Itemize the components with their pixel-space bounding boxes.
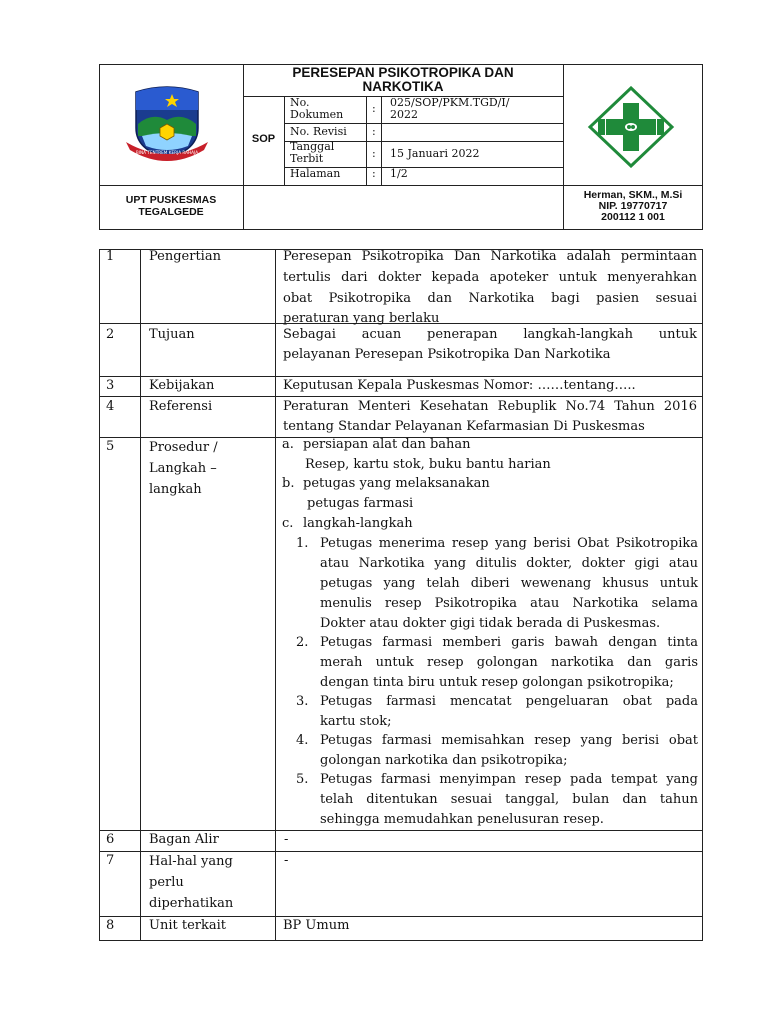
procedure-c-marker: c.	[282, 516, 294, 531]
row-1-number: 1	[106, 249, 115, 264]
row-3-text-line: Keputusan Kepala Puskesmas Nomor: ……tentang…..	[283, 378, 636, 393]
procedure-step	[296, 731, 698, 771]
step-line: Petugas farmasi memisahkan resep yang berisi obat	[320, 733, 698, 748]
row-8-number: 8	[106, 918, 115, 933]
procedure-c-title: langkah-langkah	[303, 516, 413, 531]
row-3-label: Kebijakan	[149, 378, 215, 393]
document-title-line1: PERESEPAN PSIKOTROPIKA DAN	[292, 65, 514, 80]
row-4-text-line: tentang Standar Pelayanan Kefarmasian Di Puskesmas	[283, 419, 645, 434]
step-line: petugas yang telah diberi wewenang khusus untuk	[320, 576, 698, 591]
no-dokumen-label-2: Dokumen	[290, 108, 344, 121]
row-5-number: 5	[106, 439, 115, 454]
row-8-text-line: BP Umum	[283, 918, 350, 933]
row-1-text-line: obat Psikotropika dan Narkotika bagi pasien sesuai	[283, 290, 697, 306]
row-2-number: 2	[106, 327, 115, 342]
org-name-line1: UPT PUSKESMAS	[125, 194, 217, 206]
org-name-line2: TEGALGEDE	[138, 206, 204, 218]
row-6-text-line: -	[284, 832, 289, 847]
row-8-label: Unit terkait	[149, 918, 226, 933]
step-line: golongan narkotika dan psikotropika;	[320, 753, 568, 768]
row-4-text-line: Peraturan Menteri Kesehatan Rebuplik No.74 Tahun 2016	[283, 399, 697, 414]
colon-tanggal: :	[372, 147, 376, 160]
no-dokumen-label-1: No.	[290, 96, 310, 109]
step-number: 5.	[296, 772, 309, 787]
row-3-number: 3	[106, 378, 115, 393]
step-line: telah ditentukan sesuai tanggal, bulan dan tahun	[320, 792, 698, 807]
row-1-text-line: tertulis dari dokter kepada apoteker untuk menyerahkan	[283, 269, 697, 285]
procedure-b-marker: b.	[282, 476, 295, 491]
row-7-label-line: Hal-hal yang	[149, 854, 233, 869]
row-1-text-line: peraturan yang berlaku	[283, 310, 440, 326]
halaman-value: 1/2	[390, 167, 408, 180]
row-5-label-line: Prosedur /	[149, 440, 218, 455]
tanggal-terbit-value: 15 Januari 2022	[390, 147, 480, 160]
signer-nip-line1: NIP. 19770717	[598, 200, 668, 212]
signer-nip-line2: 200112 1 001	[601, 211, 665, 223]
step-line: Petugas menerima resep yang berisi Obat Psikotropika	[320, 536, 698, 551]
step-line: atau Narkotika yang ditulis dokter, dokter gigi atau	[320, 556, 698, 571]
row-7-label-line: perlu	[149, 875, 184, 890]
no-revisi-label: No. Revisi	[290, 125, 347, 138]
step-line: sehingga memudahkan penelusuran resep.	[320, 812, 604, 827]
row-4-number: 4	[106, 399, 115, 414]
row-7-text-line: -	[284, 853, 289, 868]
row-2-text-line: pelayanan Peresepan Psikotropika Dan Narkotika	[283, 347, 611, 362]
tanggal-terbit-label-1: Tanggal	[290, 140, 335, 153]
colon-revisi: :	[372, 125, 376, 138]
logo-motto-text: BINA TENTREM KERJA RAHAJA	[135, 150, 199, 155]
step-line: Petugas farmasi menyimpan resep pada tempat yang	[320, 772, 698, 787]
row-2-text-line: Sebagai acuan penerapan langkah-langkah untuk	[283, 327, 697, 342]
step-line: Petugas farmasi memberi garis bawah dengan tinta	[320, 635, 698, 650]
row-2-label: Tujuan	[149, 327, 195, 342]
step-line: Petugas farmasi mencatat pengeluaran obat pada	[320, 694, 698, 709]
row-6-number: 6	[106, 832, 115, 847]
procedure-a-detail: Resep, kartu stok, buku bantu harian	[305, 457, 551, 472]
document-title-line2: NARKOTIKA	[362, 79, 444, 94]
row-7-number: 7	[106, 853, 115, 868]
signer-name: Herman, SKM., M.Si	[583, 189, 683, 201]
puskesmas-logo	[586, 86, 676, 168]
colon-halaman: :	[372, 167, 376, 180]
procedure-b-title: petugas yang melaksanakan	[303, 476, 490, 491]
step-number: 1.	[296, 536, 309, 551]
procedure-step	[296, 633, 698, 693]
procedure-a-marker: a.	[282, 437, 294, 452]
step-line: merah untuk resep golongan narkotika dan garis	[320, 655, 698, 670]
regency-logo	[122, 84, 212, 166]
procedure-a-title: persiapan alat dan bahan	[303, 437, 471, 452]
row-1-text-line: Peresepan Psikotropika Dan Narkotika adalah permintaan	[283, 249, 697, 264]
row-4-label: Referensi	[149, 399, 213, 414]
procedure-b-detail: petugas farmasi	[307, 496, 414, 511]
step-number: 2.	[296, 635, 309, 650]
row-1-label: Pengertian	[149, 249, 221, 264]
procedure-step	[296, 534, 698, 634]
step-line: menulis resep Psikotropika atau Narkotika selama	[320, 596, 698, 611]
step-number: 3.	[296, 694, 309, 709]
row-5-label-line: Langkah –	[149, 461, 217, 476]
sop-label: SOP	[251, 133, 276, 145]
row-5-label-line: langkah	[149, 482, 202, 497]
procedure-step	[296, 770, 698, 830]
procedure-step	[296, 692, 698, 732]
halaman-label: Halaman	[290, 167, 341, 180]
step-line: dengan tinta biru untuk resep golongan psikotropika;	[320, 675, 674, 690]
step-number: 4.	[296, 733, 309, 748]
no-dokumen-value-1: 025/SOP/PKM.TGD/I/	[390, 96, 510, 109]
colon-dokumen: :	[372, 102, 376, 115]
no-dokumen-value-2: 2022	[390, 108, 418, 121]
tanggal-terbit-label-2: Terbit	[290, 152, 324, 165]
row-7-label-line: diperhatikan	[149, 896, 234, 911]
step-line: Dokter atau dokter gigi tidak berada di Puskesmas.	[320, 616, 661, 631]
row-6-label: Bagan Alir	[149, 832, 219, 847]
step-line: kartu stok;	[320, 714, 392, 729]
